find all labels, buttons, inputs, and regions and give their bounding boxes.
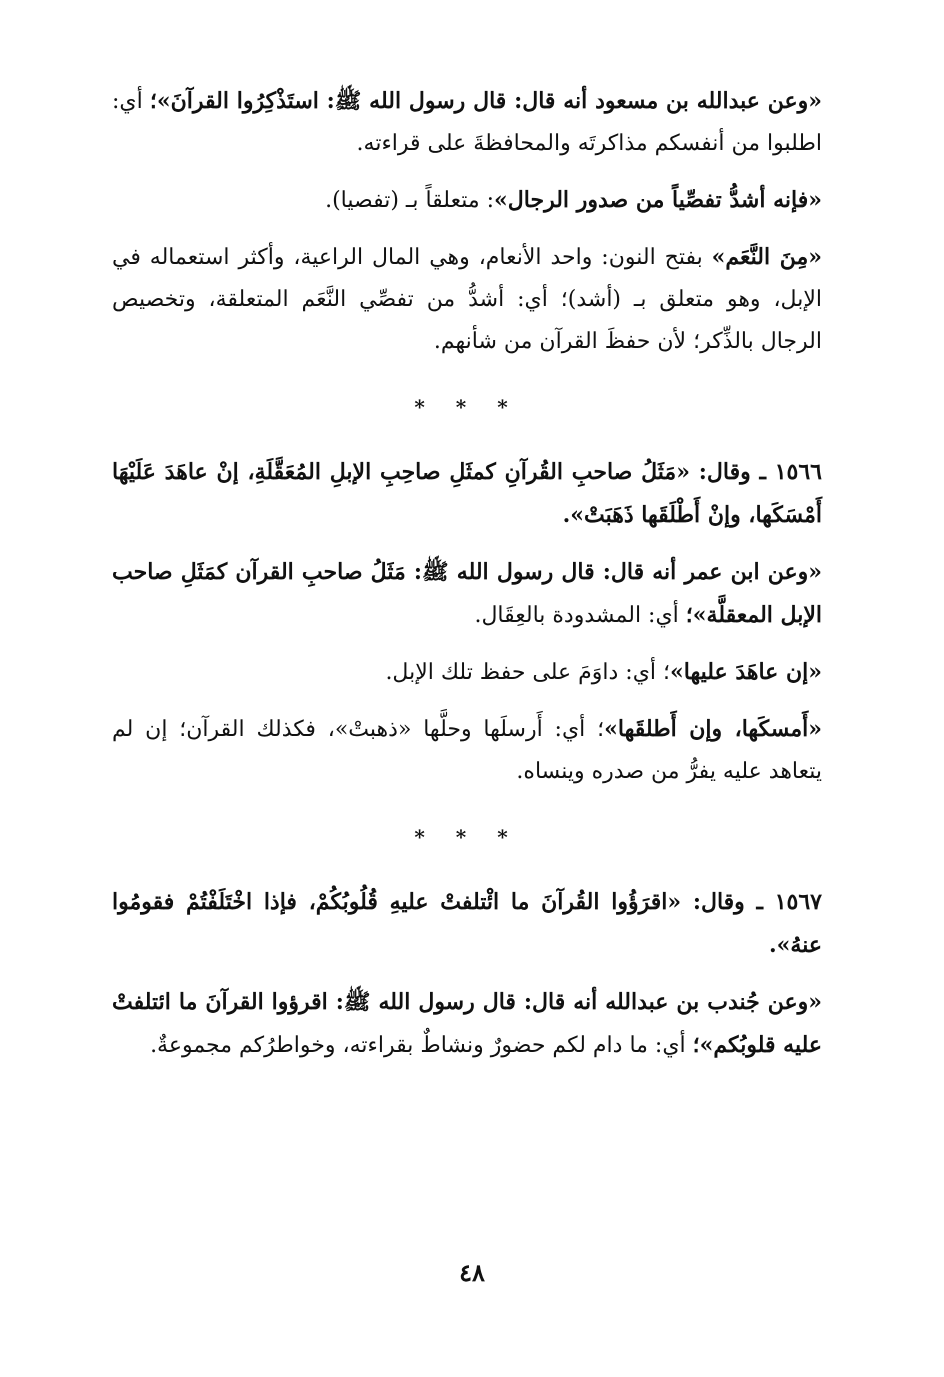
- hadith-1566: [112, 451, 822, 537]
- page-number: ٤٨: [459, 1258, 485, 1287]
- section-separator: * * *: [414, 395, 520, 419]
- commentary-paragraph: [112, 708, 822, 793]
- quoted-hadith-text: «مِنَ النَّعَم»: [711, 244, 823, 270]
- commentary-text: ؛ أي: داوَمَ على حفظ تلك الإبل.: [385, 660, 671, 685]
- commentary-text: : متعلقاً بـ (تفصيا).: [325, 188, 495, 213]
- quoted-hadith-text: «وعن جُندب بن عبدالله أنه قال: قال رسول الله ﷺ: اقرؤوا القرآنَ ما ائتلفتْ عليه قلوبُكم»؛: [112, 989, 822, 1058]
- commentary-paragraph: [112, 551, 822, 637]
- quoted-hadith-text: «وعن عبدالله بن مسعود أنه قال: قال رسول الله ﷺ: استَذْكِرُوا القرآنَ»؛: [149, 88, 822, 114]
- hadith-text: ١٥٦٦ ـ وقال: «مَثَلُ صاحبِ القُرآنِ كمثَلِ صاحِبِ الإبلِ المُعَقَّلَةِ، إنْ عاهَدَ عَلَيْهَا أَمْسَكَها، وإنْ أَطْلَقَها ذَهَبَتْ».: [112, 459, 822, 528]
- commentary-text: أي: ما دام لكم حضورٌ ونشاطٌ بقراءته، وخواطرُكم مجموعةٌ.: [150, 1033, 693, 1058]
- commentary-text: أي: اطلبوا من أنفسكم مذاكرتَه والمحافظةَ على قراءته.: [112, 89, 822, 156]
- quoted-hadith-text: «فإنه أشدُّ تفصِّياً من صدور الرجال»: [494, 187, 822, 213]
- commentary-text: أي: المشدودة بالعِقَال.: [474, 603, 686, 628]
- commentary-paragraph: [112, 981, 822, 1067]
- quoted-hadith-text: «وعن ابن عمر أنه قال: قال رسول الله ﷺ: مَثَلُ صاحبِ القرآن كمَثَلِ صاحب الإبل المعقلَّة»؛: [112, 559, 822, 628]
- commentary-paragraph: [112, 80, 822, 165]
- hadith-text: ١٥٦٧ ـ وقال: «اقرَؤُوا القُرآنَ ما ائْتلفتْ عليهِ قُلُوبُكُمْ، فإذا اخْتَلَفْتُمْ فقومُوا عنهُ».: [112, 889, 822, 958]
- hadith-1567: [112, 881, 822, 967]
- commentary-paragraph: [112, 236, 822, 363]
- commentary-text: ؛ أي: أَرسلَها وحلَّها «ذهبتْ»، فكذلك القرآن؛ إن لم يتعاهد عليه يفرُّ من صدره وينساه.: [112, 717, 822, 784]
- section-separator: * * *: [414, 825, 520, 849]
- quoted-hadith-text: «أَمسكَها، وإن أَطلقَها»: [604, 716, 822, 742]
- commentary-paragraph: [112, 179, 822, 222]
- commentary-paragraph: [112, 651, 822, 694]
- commentary-text: بفتح النون: واحد الأنعام، وهي المال الراعية، وأكثر استعماله في الإبل، وهو متعلق بـ (أشد)؛ أي: أشدُّ من تفصِّي النَّعَم المتعلقة، وتخصيص الرجال بالذِّكر؛ لأن حفظَ القرآن من شأنهم.: [112, 245, 822, 354]
- quoted-hadith-text: «إن عاهَدَ عليها»: [670, 659, 822, 685]
